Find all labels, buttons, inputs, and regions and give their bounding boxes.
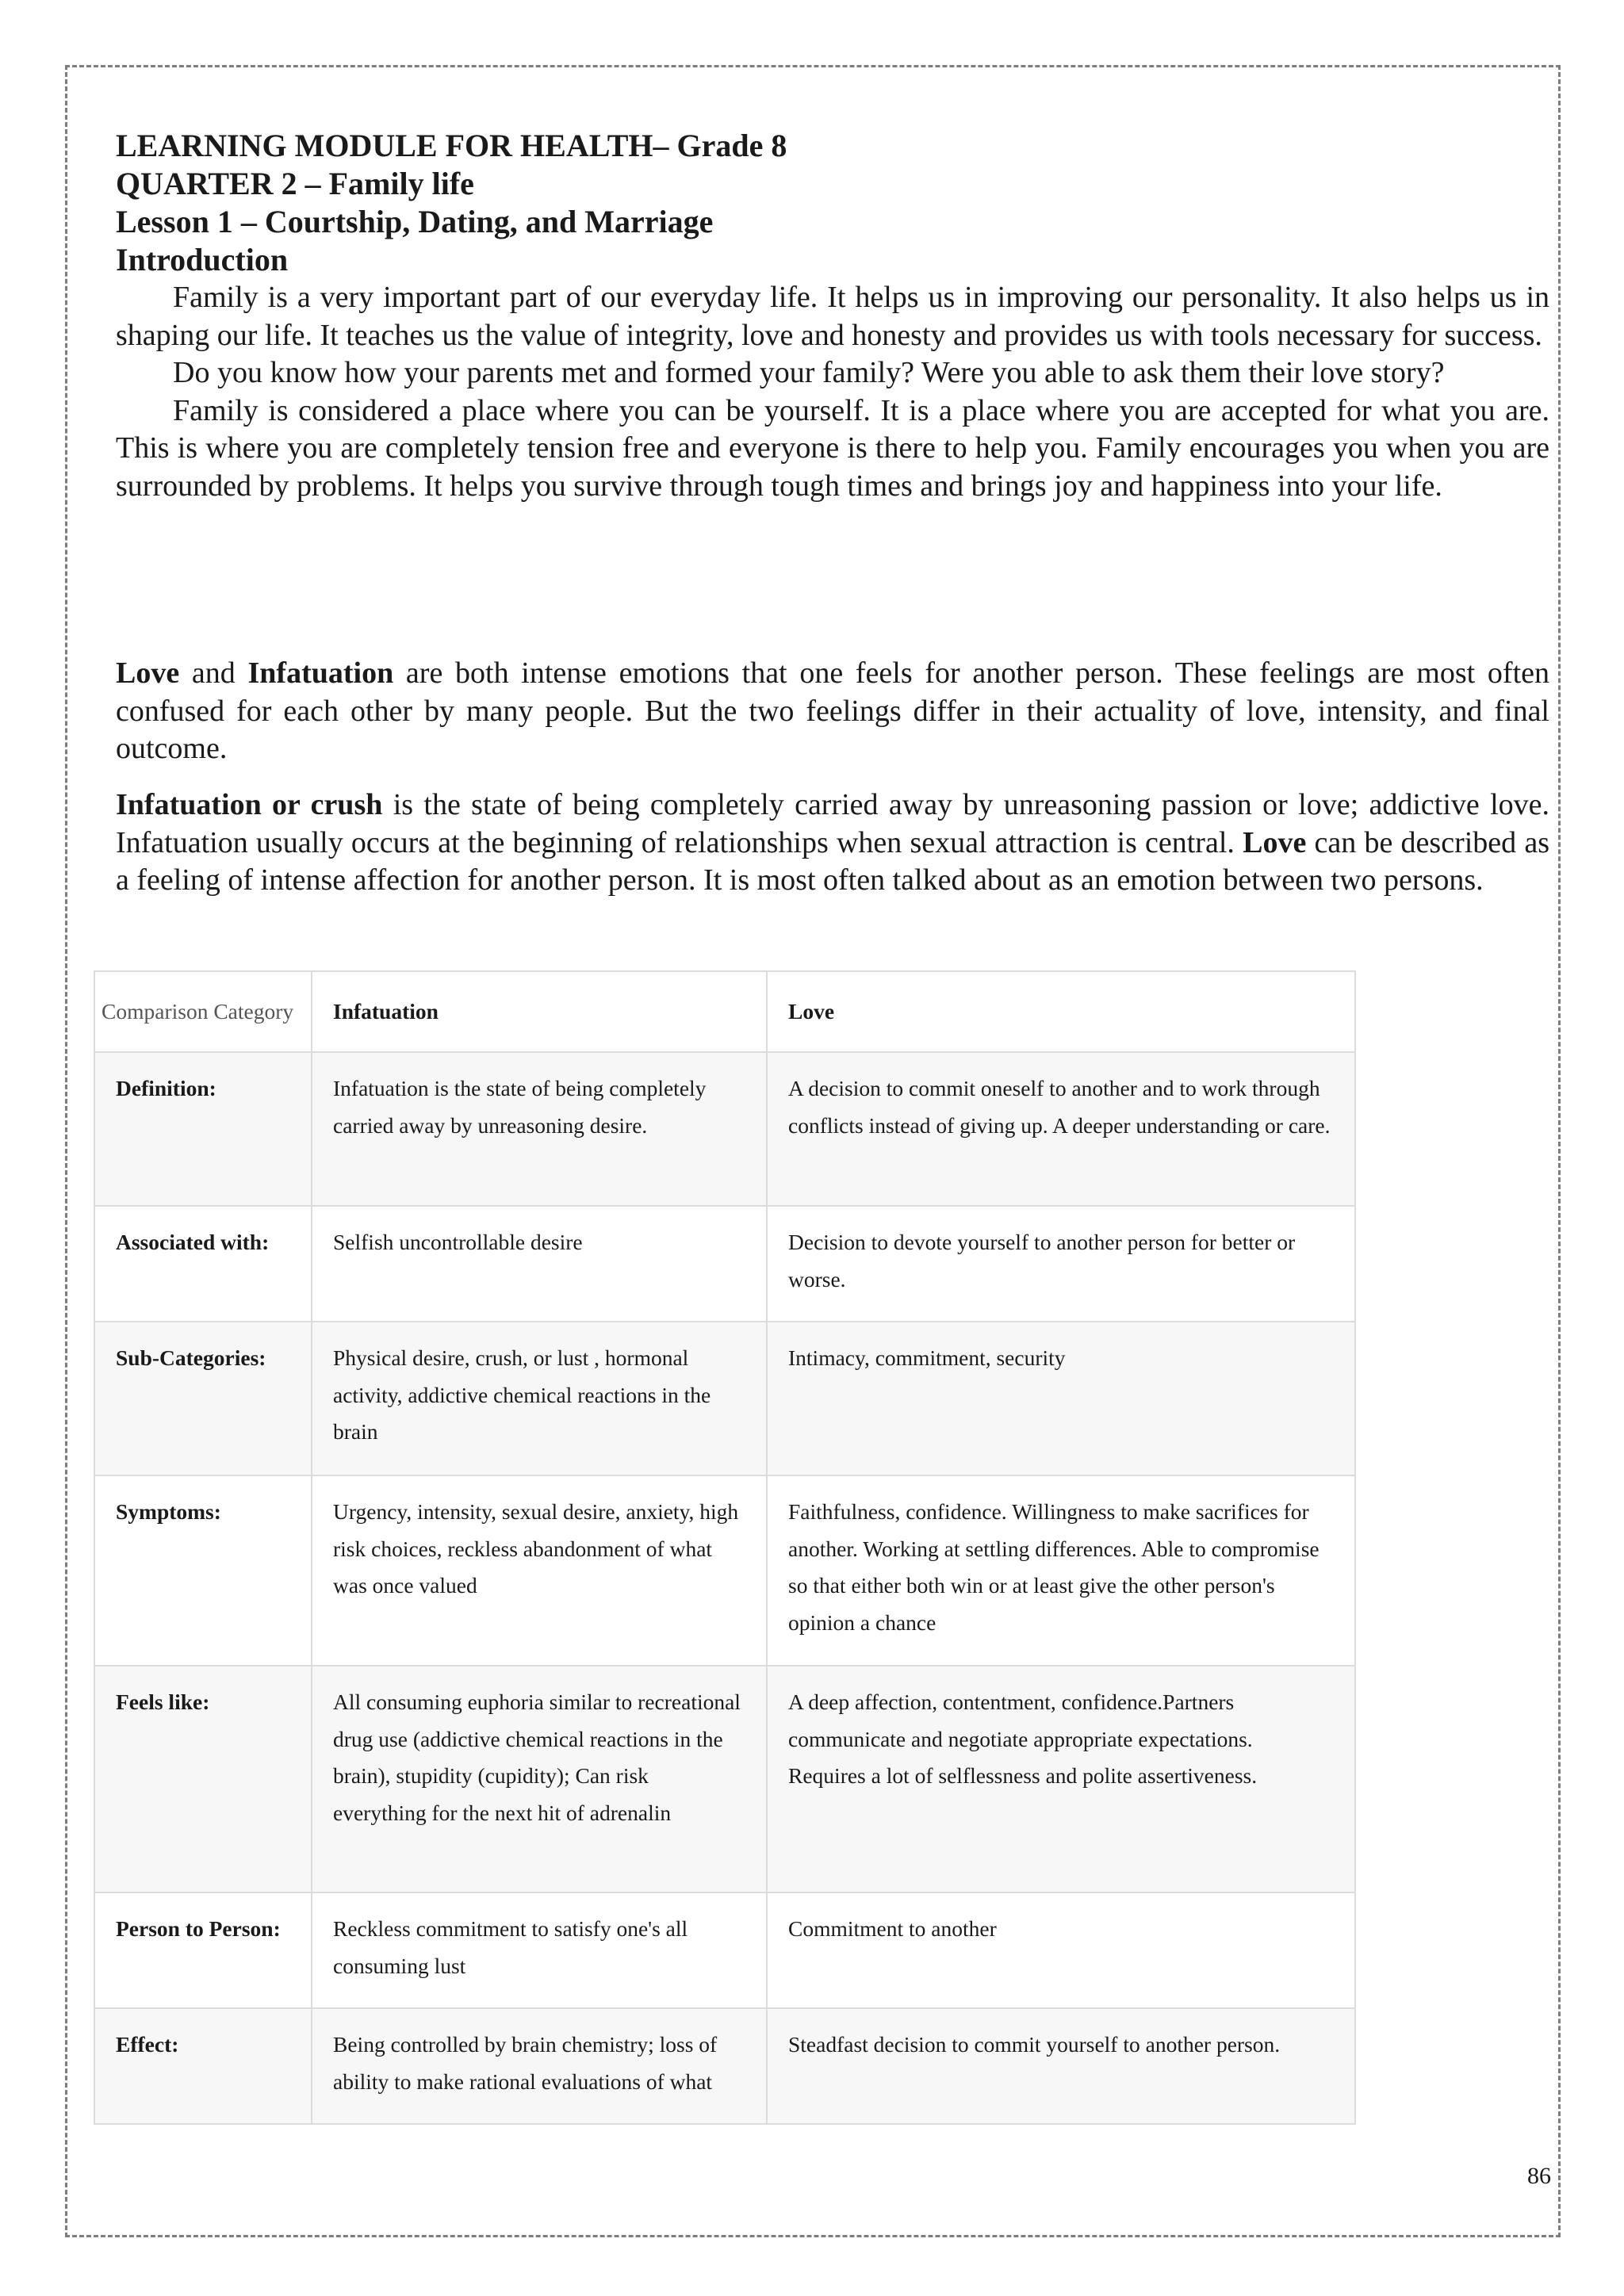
- love-infatuation-paragraph: [116, 655, 1549, 768]
- crush-text-1: is the state of being completely carried away by unreasoning passion or love; addictive love. Infatuation usually occurs at the beginning of relationships when sexual attraction is central.: [116, 788, 1550, 859]
- row-infatuation: Infatuation is the state of being completely carried away by unreasoning desire.: [312, 1052, 767, 1206]
- module-header: [116, 127, 1549, 279]
- table-row: [94, 1892, 1355, 2008]
- row-love: A decision to commit oneself to another and to work through conflicts instead of giving up. A deeper understanding or care.: [767, 1052, 1355, 1206]
- row-infatuation: Being controlled by brain chemistry; loss of ability to make rational evaluations of what: [312, 2008, 767, 2124]
- row-category: Sub-Categories:: [94, 1322, 312, 1475]
- row-infatuation: Selfish uncontrollable desire: [312, 1206, 767, 1322]
- header-infatuation: Infatuation: [312, 971, 767, 1052]
- row-infatuation: Reckless commitment to satisfy one's all consuming lust: [312, 1892, 767, 2008]
- row-infatuation: All consuming euphoria similar to recreational drug use (addictive chemical reactions in the brain), stupidity (cupidity); Can risk everything for the next hit of adrenalin: [312, 1666, 767, 1892]
- lesson-title: Lesson 1 – Courtship, Dating, and Marriage: [116, 204, 714, 239]
- love-infatuation-text: are both intense emotions that one feels for another person. These feelings are most often confused for each other by many people. But the two feelings differ in their actuality of love, intensity, and final outcome.: [116, 656, 1549, 765]
- module-title: LEARNING MODULE FOR HEALTH– Grade 8: [116, 128, 787, 163]
- table-row: [94, 1666, 1355, 1892]
- table-row: [94, 1322, 1355, 1475]
- table-row: [94, 1475, 1355, 1666]
- intro-paragraph-3: Family is considered a place where you can be yourself. It is a place where you are accepted for what you are. This is where you are completely tension free and everyone is there to help you. Family encourages you when you are surrounded by problems. It helps you survive through tough times and brings joy and happiness into your life.: [116, 393, 1549, 503]
- row-love: Intimacy, commitment, security: [767, 1322, 1355, 1475]
- row-category: Symptoms:: [94, 1475, 312, 1666]
- header-comparison-category: Comparison Category: [94, 971, 312, 1052]
- section-title: Introduction: [116, 242, 289, 277]
- term-infatuation: Infatuation: [247, 656, 394, 690]
- intro-paragraph-2: Do you know how your parents met and formed your family? Were you able to ask them their love story?: [173, 356, 1445, 389]
- row-love: Commitment to another: [767, 1892, 1355, 2008]
- row-category: Definition:: [94, 1052, 312, 1206]
- quarter-title: QUARTER 2 – Family life: [116, 166, 474, 201]
- crush-text-2: can be described as a feeling of intense affection for another person. It is most often talked about as an emotion between two persons.: [116, 825, 1550, 897]
- table-header-row: [94, 971, 1355, 1052]
- row-category: Associated with:: [94, 1206, 312, 1322]
- intro-text: [116, 279, 1549, 505]
- table-row: [94, 1206, 1355, 1322]
- row-infatuation: Physical desire, crush, or lust , hormonal activity, addictive chemical reactions in the brain: [312, 1322, 767, 1475]
- comparison-table: [94, 970, 1356, 2125]
- conjunction-and: and: [179, 656, 248, 690]
- term-infatuation-or-crush: Infatuation or crush: [116, 788, 383, 821]
- page-number: 86: [1527, 2163, 1551, 2189]
- intro-paragraph-1: Family is a very important part of our everyday life. It helps us in improving our personality. It also helps us in shaping our life. It teaches us the value of integrity, love and honesty and provides us with tools necessary for success.: [116, 281, 1549, 352]
- row-love: Steadfast decision to commit yourself to another person.: [767, 2008, 1355, 2124]
- row-category: Feels like:: [94, 1666, 312, 1892]
- header-love: Love: [767, 971, 1355, 1052]
- row-category: Person to Person:: [94, 1892, 312, 2008]
- row-love: Faithfulness, confidence. Willingness to make sacrifices for another. Working at settling differences. Able to compromise so that either both win or at least give the other person's opinion a chance: [767, 1475, 1355, 1666]
- term-love: Love: [116, 656, 180, 690]
- row-category: Effect:: [94, 2008, 312, 2124]
- table-row: [94, 2008, 1355, 2124]
- row-love: A deep affection, contentment, confidence.Partners communicate and negotiate appropriate expectations. Requires a lot of selflessness and polite assertiveness.: [767, 1666, 1355, 1892]
- row-love: Decision to devote yourself to another person for better or worse.: [767, 1206, 1355, 1322]
- row-infatuation: Urgency, intensity, sexual desire, anxiety, high risk choices, reckless abandonment of what was once valued: [312, 1475, 767, 1666]
- table-row: [94, 1052, 1355, 1206]
- crush-paragraph: [116, 786, 1549, 900]
- term-love-2: Love: [1243, 825, 1307, 859]
